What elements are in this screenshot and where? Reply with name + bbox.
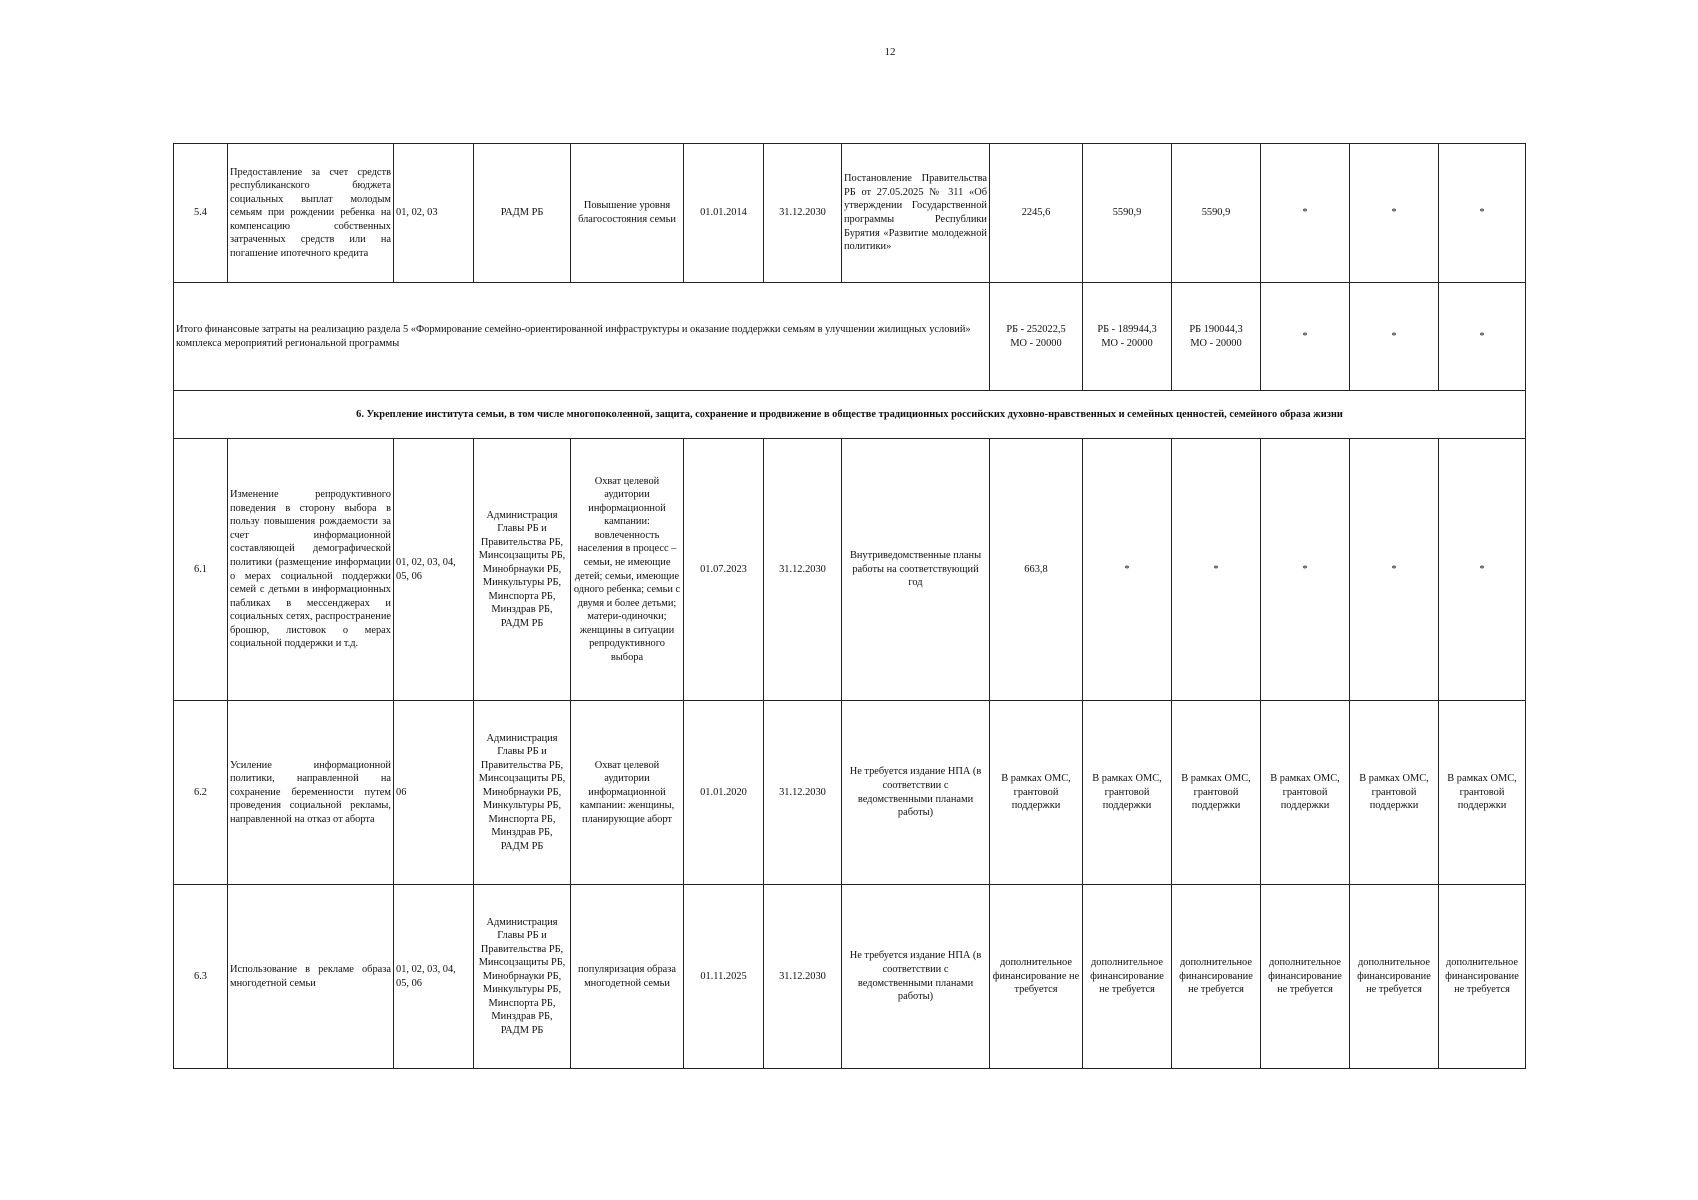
row-number: 6.2 bbox=[174, 701, 228, 885]
legal-basis: Внутриведомственные планы работы на соответствующий год bbox=[842, 439, 990, 701]
end-date: 31.12.2030 bbox=[764, 439, 842, 701]
funding-value: В рамках ОМС, грантовой поддержки bbox=[1439, 701, 1526, 885]
expected-result: Повышение уровня благосостояния семьи bbox=[571, 144, 684, 283]
funding-value: В рамках ОМС, грантовой поддержки bbox=[1261, 701, 1350, 885]
funding-value: В рамках ОМС, грантовой поддержки bbox=[1172, 701, 1261, 885]
section-title: 6. Укрепление института семьи, в том числе многопоколенной, защита, сохранение и продвижение в обществе традиционных российских духовно-нравственных и семейных ценностей, семейного образа жизни bbox=[174, 391, 1526, 439]
task-codes: 01, 02, 03, 04, 05, 06 bbox=[394, 439, 474, 701]
funding-value: дополнительное финансирование не требуется bbox=[1261, 885, 1350, 1069]
funding-value: дополнительное финансирование не требуется bbox=[1083, 885, 1172, 1069]
total-value: * bbox=[1350, 283, 1439, 391]
funding-value: 5590,9 bbox=[1172, 144, 1261, 283]
funding-value: * bbox=[1439, 144, 1526, 283]
funding-value: В рамках ОМС, грантовой поддержки bbox=[990, 701, 1083, 885]
total-value: * bbox=[1261, 283, 1350, 391]
end-date: 31.12.2030 bbox=[764, 144, 842, 283]
funding-value: * bbox=[1439, 439, 1526, 701]
total-value-rb: РБ - 252022,5 bbox=[1006, 323, 1066, 335]
measure-name: Предоставление за счет средств республиканского бюджета социальных выплат молодым семьям при рождении ребенка на компенсацию собственных затраченных средств или на погашение ипотечного кредита bbox=[228, 144, 394, 283]
start-date: 01.11.2025 bbox=[684, 885, 764, 1069]
program-table bbox=[173, 143, 1526, 1069]
row-number: 5.4 bbox=[174, 144, 228, 283]
measure-name: Усиление информационной политики, направленной на сохранение беременности путем проведения социальной рекламы, направленной на отказ от аборта bbox=[228, 701, 394, 885]
total-row bbox=[174, 283, 1526, 391]
start-date: 01.01.2014 bbox=[684, 144, 764, 283]
section-row bbox=[174, 391, 1526, 439]
task-codes: 06 bbox=[394, 701, 474, 885]
page-number: 12 bbox=[884, 46, 896, 58]
legal-basis: Не требуется издание НПА (в соответствии с ведомственными планами работы) bbox=[842, 701, 990, 885]
executor: Администрация Главы РБ и Правительства РБ, Минсоцзащиты РБ, Минобрнауки РБ, Минкультуры РБ, Минспорта РБ, Минздрав РБ, РАДМ РБ bbox=[474, 439, 571, 701]
total-value-rb: РБ - 189944,3 bbox=[1097, 323, 1157, 335]
funding-value: * bbox=[1350, 144, 1439, 283]
total-label: Итого финансовые затраты на реализацию раздела 5 «Формирование семейно-ориентированной инфраструктуры и оказание поддержки семьям в улучшении жилищных условий» комплекса мероприятий региональной программы bbox=[174, 283, 990, 391]
total-value-mo: МО - 20000 bbox=[1190, 337, 1242, 349]
task-codes: 01, 02, 03 bbox=[394, 144, 474, 283]
row-number: 6.1 bbox=[174, 439, 228, 701]
total-value bbox=[1083, 283, 1172, 391]
funding-value: * bbox=[1172, 439, 1261, 701]
measure-name: Изменение репродуктивного поведения в сторону выбора в пользу повышения рождаемости за счет информационной составляющей демографической политики (размещение информации о мерах социальной поддержки семей с детьми в информационных пабликах в мессенджерах и социальных сетях, распространение брошюр, листовок о мерах социальной поддержки и т.д. bbox=[228, 439, 394, 701]
total-value: * bbox=[1439, 283, 1526, 391]
funding-value: дополнительное финансирование не требуется bbox=[1350, 885, 1439, 1069]
funding-value: В рамках ОМС, грантовой поддержки bbox=[1083, 701, 1172, 885]
legal-basis: Постановление Правительства РБ от 27.05.2025 № 311 «Об утверждении Государственной программы Республики Бурятия «Развитие молодежной политики» bbox=[842, 144, 990, 283]
legal-basis: Не требуется издание НПА (в соответствии с ведомственными планами работы) bbox=[842, 885, 990, 1069]
funding-value: В рамках ОМС, грантовой поддержки bbox=[1350, 701, 1439, 885]
expected-result: Охват целевой аудитории информационной кампании: женщины, планирующие аборт bbox=[571, 701, 684, 885]
total-value-mo: МО - 20000 bbox=[1101, 337, 1153, 349]
table-row bbox=[174, 144, 1526, 283]
funding-value: дополнительное финансирование не требуется bbox=[1172, 885, 1261, 1069]
total-value bbox=[1172, 283, 1261, 391]
end-date: 31.12.2030 bbox=[764, 885, 842, 1069]
start-date: 01.01.2020 bbox=[684, 701, 764, 885]
end-date: 31.12.2030 bbox=[764, 701, 842, 885]
row-number: 6.3 bbox=[174, 885, 228, 1069]
expected-result: популяризация образа многодетной семьи bbox=[571, 885, 684, 1069]
funding-value: * bbox=[1261, 144, 1350, 283]
total-value-rb: РБ 190044,3 bbox=[1189, 323, 1243, 335]
table-row bbox=[174, 701, 1526, 885]
funding-value: 663,8 bbox=[990, 439, 1083, 701]
funding-value: дополнительное финансирование не требуется bbox=[990, 885, 1083, 1069]
measure-name: Использование в рекламе образа многодетной семьи bbox=[228, 885, 394, 1069]
funding-value: * bbox=[1261, 439, 1350, 701]
executor: Администрация Главы РБ и Правительства РБ, Минсоцзащиты РБ, Минобрнауки РБ, Минкультуры РБ, Минспорта РБ, Минздрав РБ, РАДМ РБ bbox=[474, 701, 571, 885]
total-value bbox=[990, 283, 1083, 391]
table-row bbox=[174, 439, 1526, 701]
executor: Администрация Главы РБ и Правительства РБ, Минсоцзащиты РБ, Минобрнауки РБ, Минкультуры РБ, Минспорта РБ, Минздрав РБ, РАДМ РБ bbox=[474, 885, 571, 1069]
executor: РАДМ РБ bbox=[474, 144, 571, 283]
funding-value: * bbox=[1083, 439, 1172, 701]
table-row bbox=[174, 885, 1526, 1069]
funding-value: 5590,9 bbox=[1083, 144, 1172, 283]
task-codes: 01, 02, 03, 04, 05, 06 bbox=[394, 885, 474, 1069]
start-date: 01.07.2023 bbox=[684, 439, 764, 701]
funding-value: * bbox=[1350, 439, 1439, 701]
total-value-mo: МО - 20000 bbox=[1010, 337, 1062, 349]
funding-value: дополнительное финансирование не требуется bbox=[1439, 885, 1526, 1069]
funding-value: 2245,6 bbox=[990, 144, 1083, 283]
expected-result: Охват целевой аудитории информационной кампании: вовлеченность населения в процесс – семьи, не имеющие детей; семьи, имеющие одного ребенка; семьи с двумя и более детьми; матери-одиночки; женщины в ситуации репродуктивного выбора bbox=[571, 439, 684, 701]
